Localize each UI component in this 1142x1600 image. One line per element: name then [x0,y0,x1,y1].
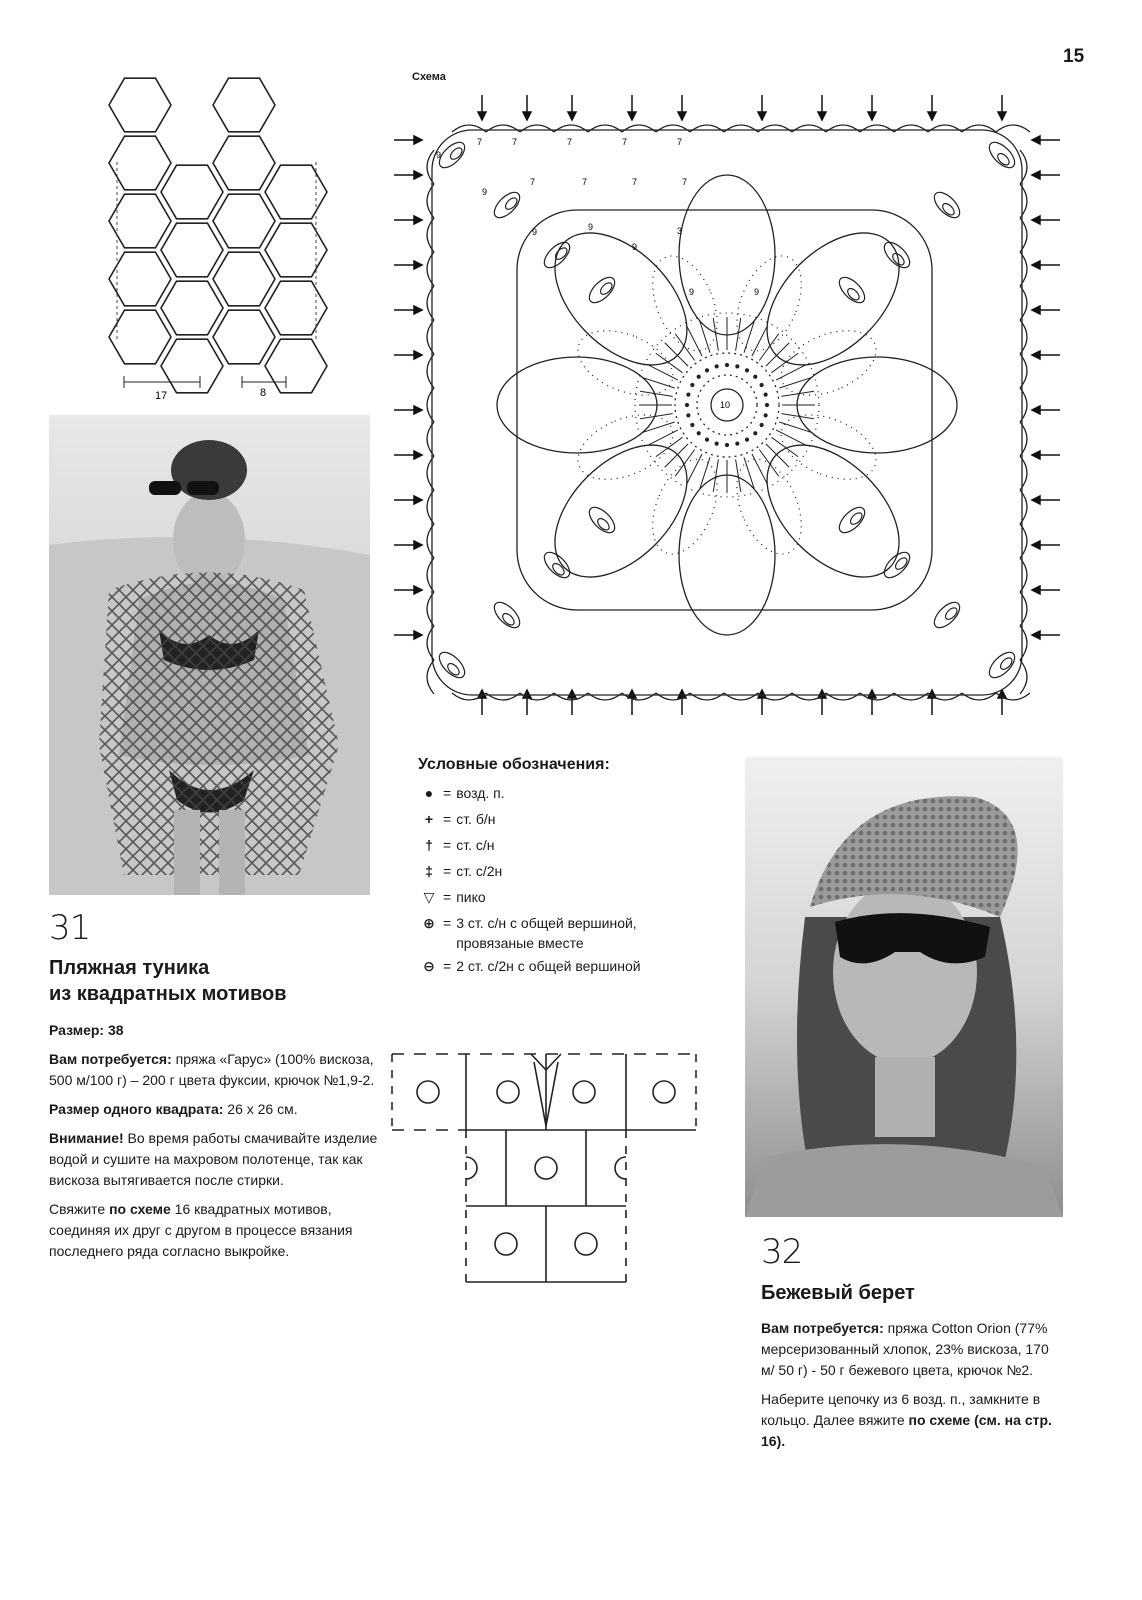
cluster-leaf [435,648,469,682]
chain-arc [486,125,520,132]
chain-dot-icon [745,438,748,441]
stitch-stroke [649,430,678,445]
chain-arc [894,125,928,132]
chain-arc [427,490,434,524]
arrow-head-icon [1032,136,1040,144]
legend-item-sc: + = ст. б/н [418,806,641,832]
arrow-head-icon [523,690,531,698]
cluster-leaf-inner [501,611,517,627]
chain-arc [427,558,434,592]
chain-count-7: 7 [682,177,688,187]
chain-dot-icon [725,443,728,446]
petal-count-a: 9 [689,287,695,297]
stitch-stroke [649,365,678,380]
arrow-head-icon [1032,631,1040,639]
chain-count-7: 7 [622,137,628,147]
arrow-head-icon [1032,306,1040,314]
chain-count-7: 7 [477,137,483,147]
arrow-head-icon [1032,261,1040,269]
hexagon-motif [161,223,223,277]
petal-count-e: 9 [532,227,538,237]
cluster-leaf-inner [941,201,957,217]
hexagon-motif [213,194,275,248]
chain-arc [427,388,434,422]
chain-dot-icon [715,365,718,368]
chain-arc [427,320,434,354]
double-dagger-icon: ‡ [425,863,433,879]
chain-count-7: 7 [567,137,573,147]
cluster-leaf [835,503,869,537]
item-32-materials: Вам потребуется: пряжа Cotton Orion (77% мерсеризованный хлопок, 23% вискоза, 170 м/ 50 г) - 50 г бежевого цвета, крючок №2. [761,1320,1049,1378]
arrow-head-icon [1032,541,1040,549]
crochet-square-diagram [392,90,1067,725]
cluster-leaf-inner [596,516,612,532]
item-32-body [761,1318,1061,1460]
arrow-head-icon [568,690,576,698]
hexagon-motif [213,252,275,306]
stitch-stroke [640,391,673,396]
item-31-size: Размер: 38 [49,1022,124,1038]
cluster-leaf [985,648,1019,682]
arrow-head-icon [628,112,636,120]
arrow-head-icon [414,171,422,179]
chain-arc [860,693,894,700]
legend-title: Условные обозначения: [418,756,610,773]
chain-arc [622,125,656,132]
item-31-materials: Вам потребуется: пряжа «Гарус» (100% вискоза, 500 м/100 г) – 200 г цвета фуксии, крючок №1,9-2. [49,1051,375,1088]
flower-petal [679,475,775,635]
chain-count-7: 7 [677,137,683,147]
chain-arc [427,184,434,218]
hexagon-motif [109,194,171,248]
row-count-3: 3 [677,226,683,236]
chain-dot-icon [691,383,694,386]
item-31-attention: Внимание! Во время работы смачивайте изделие водой и сушите на махровом полотенце, так как вискоза вытягивается после стирки. [49,1130,378,1188]
legend-item-cluster3: ⊕ = 3 ст. с/н с общей вершиной, провязаные вместе [418,910,641,953]
arrow-head-icon [414,306,422,314]
chain-dot-icon [760,423,763,426]
chain-dot-icon [765,403,768,406]
arrow-head-icon [414,586,422,594]
hexagon-motif [213,136,275,190]
cluster-leaf-inner [448,146,464,162]
arrow-head-icon [414,451,422,459]
cluster-leaf [540,548,574,582]
arrow-head-icon [1032,451,1040,459]
chain-arc [427,218,434,252]
item-32-title: Бежевый берет [761,1282,915,1304]
legend-item-chain: ● = возд. п. [418,780,641,806]
chain-dot-icon [691,423,694,426]
arrow-head-icon [1032,351,1040,359]
chain-dot-icon [736,365,739,368]
chain-arc [928,125,962,132]
flower-petal [797,357,957,453]
chain-arc [427,626,434,660]
arrow-head-icon [928,112,936,120]
chain-arc [1020,286,1027,320]
hexagon-motif [161,165,223,219]
hexagon-motif [161,339,223,393]
hexagon-motif [109,78,171,132]
legend-item-tr: ‡ = ст. с/2н [418,858,641,884]
hexagon-motif [265,281,327,335]
petal-count-c: 9 [632,242,638,252]
plus-icon: + [424,811,434,827]
legend-item-cluster2: ⊖ = 2 ст. с/2н с общей вершиной [418,953,641,979]
arrow-head-icon [414,496,422,504]
chain-arc [622,693,656,700]
hexagon-motif [213,78,275,132]
chain-dot-icon [764,393,767,396]
chain-arc [427,286,434,320]
arrow-head-icon [414,136,422,144]
chain-arc [1020,218,1027,252]
chain-count-7: 7 [512,137,518,147]
chain-arc [427,150,434,184]
arrow-head-icon [1032,216,1040,224]
arrow-head-icon [414,541,422,549]
petal-count-f: 9 [482,187,488,197]
chain-arc [1020,320,1027,354]
hexagon-motif [161,281,223,335]
hexagon-schematic [100,70,340,400]
chain-dot-icon [725,363,728,366]
stitch-stroke [752,454,767,483]
cluster-leaf [930,598,964,632]
legend-item-picot: ▽ = пико [418,884,641,910]
chain-arc [427,422,434,456]
cluster-leaf-inner [943,606,959,622]
page-number: 15 [1063,46,1085,67]
cluster-leaf [880,548,914,582]
hexagon-motif [109,310,171,364]
arrow-head-icon [414,351,422,359]
chain-arc [860,125,894,132]
chain-dot-icon [705,438,708,441]
legend-item-dc: † = ст. с/н [418,832,641,858]
chain-count-7: 7 [530,177,536,187]
chain-arc [758,125,792,132]
chain-dot-icon [685,403,688,406]
arrow-head-icon [1032,406,1040,414]
chain-arc [486,693,520,700]
petal-count-g: 9 [436,150,442,160]
chain-dot-icon [745,369,748,372]
chain-arc [690,693,724,700]
legend [418,752,641,979]
chain-arc [554,125,588,132]
chain-count-7: 7 [582,177,588,187]
chain-dot-icon [697,375,700,378]
flower-petal [497,357,657,453]
stitch-stroke [713,318,718,351]
chain-arc [427,354,434,388]
cluster-leaf-inner [848,511,864,527]
stitch-stroke [776,430,805,445]
cluster-leaf [835,273,869,307]
chain-arc [826,693,860,700]
stitch-stroke [640,414,673,419]
cluster-leaf-inner [846,286,862,302]
chain-count-7: 7 [632,177,638,187]
hexagon-motif [213,310,275,364]
arrow-head-icon [414,261,422,269]
stitch-stroke [752,327,767,356]
dagger-icon: † [425,837,433,853]
chain-arc [1020,456,1027,490]
item-31-number: 31 [49,908,91,948]
stitch-stroke [781,391,814,396]
arrow-head-icon [414,631,422,639]
chain-arc [724,693,758,700]
item-32-instructions: Наберите цепочку из 6 возд. п., замкните в кольцо. Далее вяжите по схеме (см. на стр. 16). [761,1391,1052,1449]
chain-dot-icon [687,414,690,417]
arrow-head-icon [478,112,486,120]
hexagon-motif [265,223,327,277]
chain-dot-icon [764,414,767,417]
cluster-leaf [930,188,964,222]
chain-arc [520,125,554,132]
stitch-stroke [736,318,741,351]
chain-arc [427,592,434,626]
cluster-leaf-inner [446,661,462,677]
chain-dot-icon [754,432,757,435]
picot-icon: ▽ [423,889,435,905]
chain-arc [588,125,622,132]
chain-arc [427,456,434,490]
hexagon-motif [109,136,171,190]
chain-dot-icon [697,432,700,435]
chain-arc [1020,524,1027,558]
chain-arc [1020,558,1027,592]
chain-arc [427,524,434,558]
center-ring-count: 10 [720,400,731,410]
chain-dot-icon [736,442,739,445]
photo-beige-beret [745,757,1063,1217]
cluster-leaf-inner [598,281,614,297]
cluster-leaf-inner [503,196,519,212]
cluster-2-icon: ⊖ [423,958,435,974]
arrow-head-icon [1032,496,1040,504]
chain-arc [690,125,724,132]
chain-arc [826,125,860,132]
stitch-stroke [736,459,741,492]
hexagon-motif [265,339,327,393]
arrow-head-icon [868,690,876,698]
stitch-stroke [687,454,702,483]
flower-petal [679,175,775,335]
chain-arc [1020,422,1027,456]
cluster-leaf [490,598,524,632]
arrow-head-icon [414,216,422,224]
item-31-title: Пляжная туника из квадратных мотивов [49,957,287,1005]
arrow-head-icon [628,690,636,698]
chain-arc [452,125,486,132]
chain-dot-icon [705,369,708,372]
stitch-stroke [687,327,702,356]
chain-arc [588,693,622,700]
photo-beach-tunic [49,415,370,895]
chain-arc [1020,252,1027,286]
arrow-head-icon [523,112,531,120]
cluster-leaf [585,273,619,307]
chain-arc [1020,354,1027,388]
chain-arc [1020,490,1027,524]
arrow-head-icon [868,112,876,120]
petal-count-d: 9 [588,222,594,232]
chain-dot-icon [754,375,757,378]
cluster-leaf-inner [996,151,1012,167]
arrow-head-icon [1032,586,1040,594]
chain-arc [427,252,434,286]
chain-dot-icon [687,393,690,396]
chain-arc [996,125,1030,132]
chain-arc [656,693,690,700]
chain-arc [1020,184,1027,218]
chain-arc [1020,592,1027,626]
stitch-stroke [713,459,718,492]
hex-dim-right: 8 [260,387,267,399]
chain-arc [894,693,928,700]
chain-dot-icon [760,383,763,386]
chain-dot-icon: ● [424,785,434,801]
item-31-instructions: Свяжите по схеме 16 квадратных мотивов, соединяя их друг с другом в процессе вязания последнего ряда согласно выкройке. [49,1201,353,1259]
arrow-head-icon [998,112,1006,120]
schema-label: Схема [412,71,446,83]
arrow-head-icon [414,406,422,414]
item-31-body [49,1020,389,1270]
arrow-head-icon [678,112,686,120]
cluster-leaf [585,503,619,537]
stitch-stroke [781,414,814,419]
cluster-leaf [490,188,524,222]
chain-arc [724,125,758,132]
arrow-head-icon [1032,171,1040,179]
chain-arc [1020,626,1027,660]
chain-arc [792,125,826,132]
stitch-stroke [776,365,805,380]
chain-arc [1020,150,1027,184]
cluster-3-icon: ⊕ [423,915,435,931]
cluster-leaf [985,138,1019,172]
chain-dot-icon [715,442,718,445]
hex-dim-left: 17 [155,390,168,400]
chain-arc [656,125,690,132]
cluster-leaf-inner [551,561,567,577]
item-32-number: 32 [761,1232,803,1272]
item-31-square-size: Размер одного квадрата: 26 х 26 см. [49,1101,298,1117]
hexagon-motif [265,165,327,219]
petal-count-b: 9 [754,287,760,297]
chain-arc [1020,388,1027,422]
arrow-head-icon [818,112,826,120]
inner-border [517,210,932,610]
hexagon-motif [109,252,171,306]
arrow-head-icon [568,112,576,120]
assembly-layout-schematic [386,1048,706,1288]
cluster-leaf-inner [998,656,1014,672]
arrow-head-icon [758,112,766,120]
